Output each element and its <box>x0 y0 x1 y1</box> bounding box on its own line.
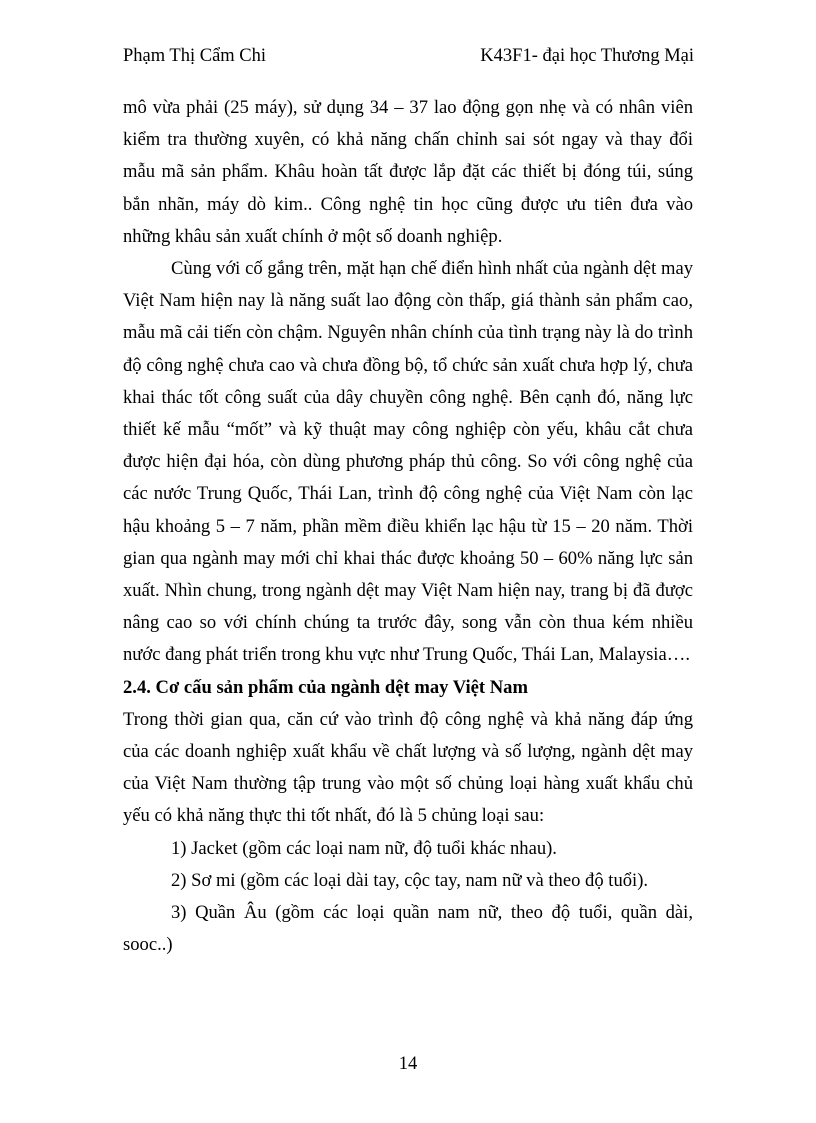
list-item-shirt: 2) Sơ mi (gồm các loại dài tay, cộc tay, nam nữ và theo độ tuổi). <box>171 869 649 891</box>
paragraph-product-structure: Trong thời gian qua, căn cứ vào trình độ công nghệ và khả năng đáp ứng của các doanh nghiệp xuất khẩu về chất lượng và số lượng, ngành dệt may của Việt Nam thường tập trung vào một số chủng loại hàng xuất khẩu chủ yếu có khả năng thực thi tốt nhất, đó là 5 chủng loại sau: <box>123 708 693 827</box>
paragraph-limitations: Cùng với cố gắng trên, mặt hạn chế điển hình nhất của ngành dệt may Việt Nam hiện nay là năng suất lao động còn thấp, giá thành sản phẩm cao, mẫu mã cải tiến còn chậm. Nguyên nhân chính của tình trạng này là do trình độ công nghệ chưa cao và chưa đồng bộ, tổ chức sản xuất chưa hợp lý, chưa khai thác tốt công suất của dây chuyền công nghệ. Bên cạnh đó, năng lực thiết kế mẫu “mốt” và kỹ thuật may công nghiệp còn yếu, khâu cắt chưa được hiện đại hóa, còn dùng phương pháp thủ công. So với công nghệ của các nước Trung Quốc, Thái Lan, trình độ công nghệ của Việt Nam còn lạc hậu khoảng 5 – 7 năm, phần mềm điều khiển lạc hậu từ 15 – 20 năm. Thời gian qua ngành may mới chỉ khai thác được khoảng 50 – 60% năng lực sản xuất. Nhìn chung, trong ngành dệt may Việt Nam hiện nay, trang bị đã được nâng cao so với chính chúng ta trước đây, song vẫn còn thua kém nhiều nước đang phát triển trong khu vực như Trung Quốc, Thái Lan, Malaysia…. <box>123 258 693 666</box>
document-body <box>123 92 693 961</box>
header-author: Phạm Thị Cẩm Chi <box>123 46 267 66</box>
list-item-trousers: 3) Quần Âu (gồm các loại quần nam nữ, theo độ tuổi, quần dài, sooc..) <box>123 902 693 956</box>
list-item-jacket: 1) Jacket (gồm các loại nam nữ, độ tuổi khác nhau). <box>171 837 557 859</box>
page-header <box>123 44 694 68</box>
paragraph-technology-continuation: mô vừa phải (25 máy), sử dụng 34 – 37 lao động gọn nhẹ và có nhân viên kiểm tra thường xuyên, có khả năng chấn chỉnh sai sót ngay và thay đổi mẫu mã sản phẩm. Khâu hoàn tất được lắp đặt các thiết bị đóng túi, súng bắn nhãn, máy dò kim.. Công nghệ tin học cũng được ưu tiên đưa vào những khâu sản xuất chính ở một số doanh nghiệp. <box>123 97 693 247</box>
section-heading: 2.4. Cơ cấu sản phẩm của ngành dệt may Việt Nam <box>123 676 528 698</box>
page-number: 14 <box>398 1054 418 1074</box>
header-course: K43F1- đại học Thương Mại <box>480 46 694 66</box>
